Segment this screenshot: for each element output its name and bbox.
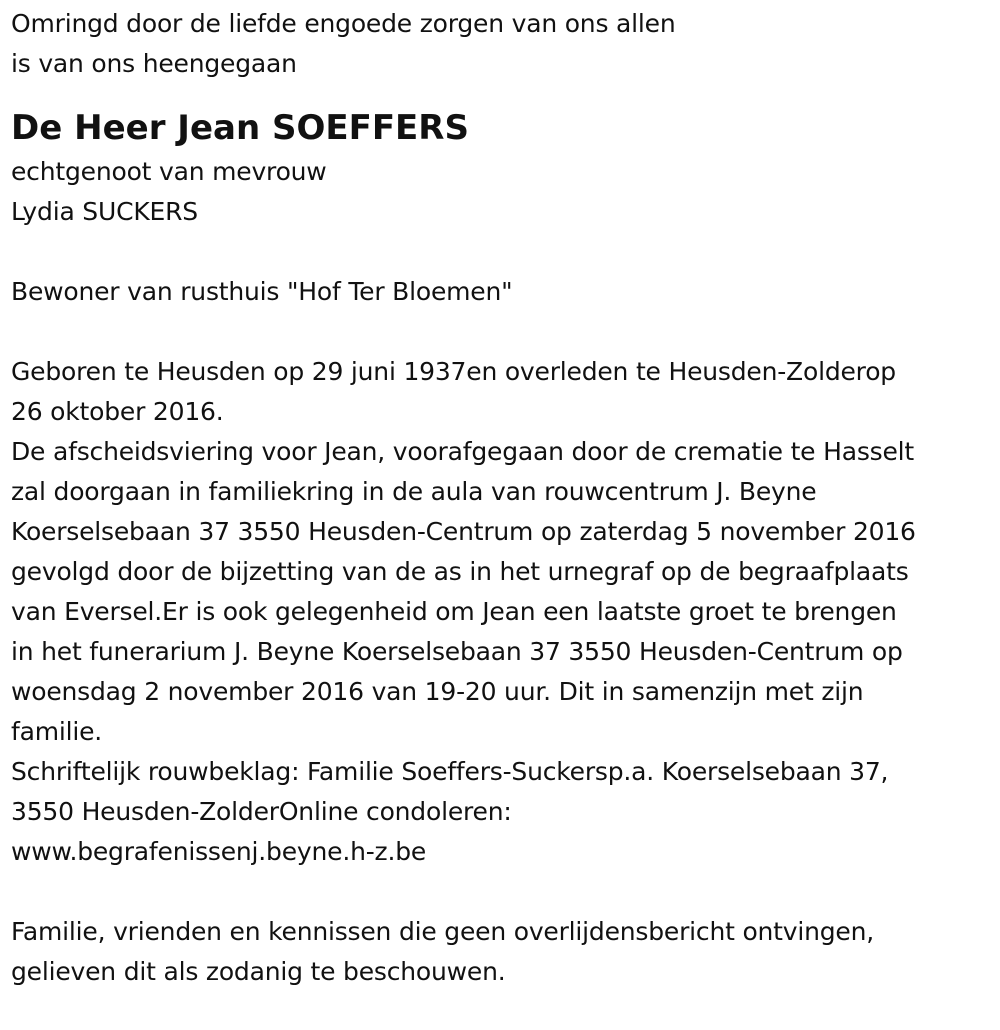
closing-line-2: gelieven dit als zodanig te beschouwen. — [11, 957, 506, 986]
spouse-line-2: Lydia SUCKERS — [11, 197, 198, 226]
details-line: van Eversel.Er is ook gelegenheid om Jean een laatste groet te brengen — [11, 597, 897, 626]
condolence-url[interactable]: www.begrafenissenj.beyne.h-z.be — [11, 837, 427, 866]
details-line: 3550 Heusden-ZolderOnline condoleren: — [11, 797, 512, 826]
details-line: gevolgd door de bijzetting van de as in het urnegraf op de begraafplaats — [11, 557, 909, 586]
details-line: woensdag 2 november 2016 van 19-20 uur. Dit in samenzijn met zijn — [11, 677, 864, 706]
deceased-name: De Heer Jean SOEFFERS — [11, 108, 469, 148]
details-line: Koerselsebaan 37 3550 Heusden-Centrum op zaterdag 5 november 2016 — [11, 517, 916, 546]
details-line: 26 oktober 2016. — [11, 397, 224, 426]
details-line: Geboren te Heusden op 29 juni 1937en overleden te Heusden-Zolderop — [11, 357, 896, 386]
intro-line-1: Omringd door de liefde engoede zorgen van ons allen — [11, 9, 676, 38]
spacer — [11, 312, 996, 352]
closing-line-1: Familie, vrienden en kennissen die geen overlijdensbericht ontvingen, — [11, 917, 875, 946]
details-line: zal doorgaan in familiekring in de aula van rouwcentrum J. Beyne — [11, 477, 817, 506]
details-line: Schriftelijk rouwbeklag: Familie Soeffers-Suckersp.a. Koerselsebaan 37, — [11, 757, 889, 786]
details-line: familie. — [11, 717, 103, 746]
spacer — [11, 232, 996, 272]
spouse-line-1: echtgenoot van mevrouw — [11, 157, 327, 186]
details-line: in het funerarium J. Beyne Koerselsebaan 37 3550 Heusden-Centrum op — [11, 637, 903, 666]
spacer — [11, 872, 996, 912]
intro-line-2: is van ons heengegaan — [11, 49, 297, 78]
obituary-notice — [11, 4, 996, 992]
details-line: De afscheidsviering voor Jean, voorafgegaan door de crematie te Hasselt — [11, 437, 915, 466]
residence-line: Bewoner van rusthuis "Hof Ter Bloemen" — [11, 277, 513, 306]
